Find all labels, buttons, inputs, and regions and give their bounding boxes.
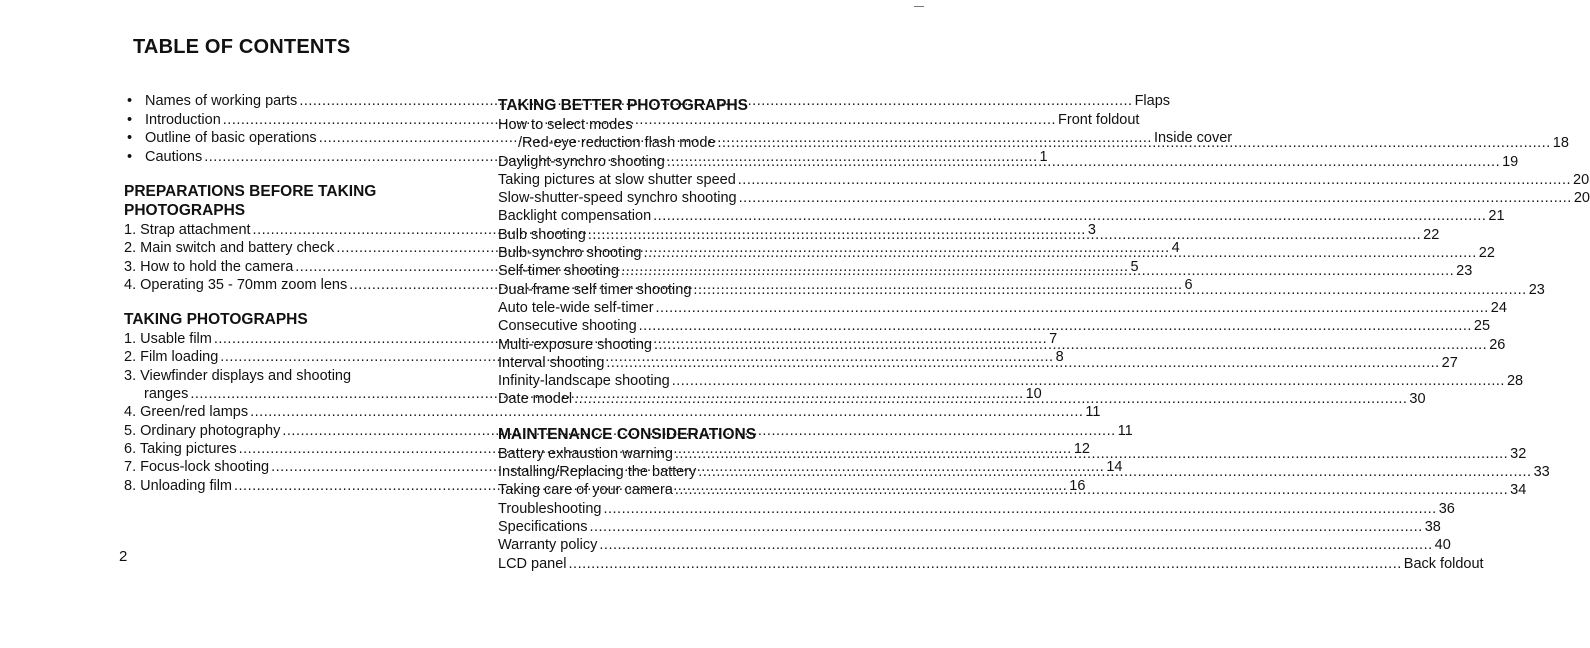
toc-entry[interactable] (498, 189, 1590, 207)
entry-page: 11 (1117, 422, 1133, 439)
section-title: TAKING BETTER PHOTOGRAPHS (498, 97, 749, 114)
entry-page: 6 (1184, 276, 1193, 293)
scan-mark (914, 6, 924, 7)
entry-label: 4. Operating 35 - 70mm zoom lens (124, 276, 348, 293)
entry-page: Flaps (1134, 93, 1171, 109)
toc-entry[interactable] (498, 372, 1524, 390)
dot-leader (653, 207, 1486, 225)
entry-label: Specifications (498, 518, 588, 535)
bullet-icon: • (127, 130, 133, 146)
entry-page: 7 (1049, 331, 1058, 348)
entry-page: 34 (1510, 482, 1527, 499)
toc-entry[interactable] (498, 153, 1519, 171)
entry-page: 12 (1073, 440, 1090, 457)
toc-entry[interactable] (498, 317, 1491, 335)
dot-leader (667, 153, 1500, 171)
toc-entry[interactable] (498, 281, 1545, 299)
page-number: 2 (119, 548, 128, 565)
entry-label: Multi-exposure shooting (498, 336, 652, 353)
entry-page: 32 (1510, 445, 1527, 462)
entry-page: 14 (1106, 459, 1123, 476)
entry-label: Taking pictures at slow shutter speed (498, 171, 736, 188)
entry-label: Taking care of your camera (498, 482, 673, 499)
dot-leader (643, 244, 1476, 262)
entry-label: 3. Viewfinder displays and shooting (124, 367, 352, 384)
entry-page: 28 (1506, 373, 1524, 390)
toc-entry[interactable] (498, 171, 1590, 189)
entry-page: 27 (1441, 354, 1458, 371)
dot-leader (738, 171, 1571, 189)
entry-label: 3. How to hold the camera (124, 258, 294, 275)
entry-label: Self-timer shooting (498, 263, 619, 280)
dot-leader (603, 500, 1436, 518)
entry-page: 10 (1025, 386, 1042, 403)
entry-label: Slow-shutter-speed synchro shooting (498, 190, 737, 207)
entry-page: 18 (1552, 135, 1569, 152)
toc-entry[interactable] (498, 262, 1473, 280)
entry-label: /Red-eye reduction flash mode (518, 135, 716, 152)
entry-page: 5 (1130, 258, 1139, 275)
entry-label: 1. Usable film (124, 331, 212, 348)
entry-label: Auto tele-wide self-timer (498, 299, 654, 316)
entry-label: 2. Film loading (124, 349, 219, 366)
entry-page: Inside cover (1153, 130, 1233, 146)
toc-entry[interactable] (498, 244, 1495, 262)
entry-label: Daylight-synchro shooting (498, 153, 665, 170)
entry-label: 2. Main switch and battery check (124, 240, 335, 257)
entry-label: 7. Focus-lock shooting (124, 459, 270, 476)
entry-label: Outline of basic operations (145, 130, 317, 146)
entry-label: Cautions (145, 148, 203, 165)
dot-leader (717, 134, 1550, 152)
bullet-icon: • (127, 111, 133, 128)
entry-page: 19 (1502, 153, 1519, 170)
entry-label: Battery exhaustion warning (498, 445, 673, 462)
entry-label: 4. Green/red lamps (124, 404, 249, 421)
entry-page: 26 (1489, 336, 1506, 353)
entry-label: Date model (498, 391, 573, 408)
entry-label: Bulb shooting (498, 226, 586, 243)
entry-page: 40 (1434, 537, 1451, 554)
entry-page: Back foldout (1403, 555, 1484, 572)
entry-label: 6. Taking pictures (124, 440, 237, 457)
entry-page: 22 (1478, 245, 1495, 262)
dot-leader (739, 189, 1572, 207)
entry-label-continued: ranges (144, 386, 189, 403)
dot-leader (588, 226, 1421, 244)
entry-page: 8 (1055, 349, 1064, 366)
entry-page: Front foldout (1058, 111, 1140, 128)
bullet-icon: • (127, 93, 133, 109)
dot-leader (639, 317, 1472, 335)
entry-label: Warranty policy (498, 537, 598, 554)
entry-label: Introduction (145, 111, 221, 128)
toc-entry[interactable] (498, 226, 1440, 244)
entry-page: 23 (1456, 263, 1473, 280)
dot-leader (654, 336, 1487, 354)
entry-label: Names of working parts (145, 93, 298, 109)
toc-entry[interactable] (498, 354, 1458, 372)
dot-leader (698, 463, 1531, 481)
entry-page: 25 (1473, 318, 1491, 335)
toc-entry[interactable] (498, 500, 1455, 518)
dot-leader (675, 445, 1508, 463)
entry-page: 20 (1573, 190, 1590, 207)
entry-page: 30 (1409, 391, 1426, 408)
dot-leader (589, 518, 1422, 536)
entry-label: Installing/Replacing the battery (498, 464, 697, 481)
entry-label: Troubleshooting (498, 500, 602, 517)
section-title: MAINTENANCE CONSIDERATIONS (498, 425, 757, 443)
dot-leader (606, 354, 1439, 372)
entry-page: 1 (1039, 148, 1048, 165)
toc-entry[interactable] (498, 299, 1507, 317)
entry-label: Consecutive shooting (498, 318, 637, 335)
entry-label: Backlight compensation (498, 208, 652, 225)
dot-leader (569, 555, 1402, 573)
toc-entry[interactable] (498, 336, 1506, 354)
dot-leader (672, 372, 1505, 390)
entry-page: 3 (1087, 222, 1096, 238)
section-title: PREPARATIONS BEFORE TAKING PHOTOGRAPHS (124, 183, 377, 219)
toc-entry[interactable] (498, 207, 1505, 225)
entry-page: 33 (1533, 464, 1550, 481)
entry-label: Infinity-landscape shooting (498, 373, 670, 390)
entry-label: Interval shooting (498, 354, 605, 371)
toc-entry[interactable] (498, 555, 1484, 573)
entry-label: 1. Strap attachment (124, 222, 251, 238)
entry-page: 21 (1488, 208, 1505, 225)
entry-page: 24 (1490, 299, 1507, 316)
entry-label: Dual-frame self timer shooting (498, 281, 692, 298)
entry-label: Bulb-synchro shooting (498, 245, 642, 262)
entry-page: 16 (1069, 477, 1086, 494)
dot-leader (574, 390, 1407, 408)
entry-page: 20 (1573, 171, 1590, 188)
entry-page: 38 (1424, 518, 1441, 535)
dot-leader (599, 536, 1432, 554)
entry-page: 22 (1423, 226, 1440, 243)
entry-page: 23 (1528, 281, 1545, 298)
entry-page: 11 (1085, 404, 1101, 421)
entry-label: LCD panel (498, 555, 567, 572)
entry-page: 36 (1438, 500, 1455, 517)
section-title: TAKING PHOTOGRAPHS (124, 311, 308, 329)
entry-page: 4 (1171, 240, 1180, 257)
bullet-icon: • (127, 148, 133, 165)
section-subhead: How to select modes (498, 117, 633, 133)
toc-entry[interactable] (124, 403, 1101, 421)
toc-entry[interactable] (498, 518, 1441, 536)
dot-leader (656, 299, 1489, 317)
page-title: TABLE OF CONTENTS (133, 36, 351, 58)
dot-leader (621, 262, 1454, 280)
entry-label: 8. Unloading film (124, 477, 232, 494)
entry-label: 5. Ordinary photography (124, 422, 281, 439)
dot-leader (675, 481, 1508, 499)
dot-leader (693, 281, 1526, 299)
toc-entry[interactable] (498, 536, 1451, 554)
